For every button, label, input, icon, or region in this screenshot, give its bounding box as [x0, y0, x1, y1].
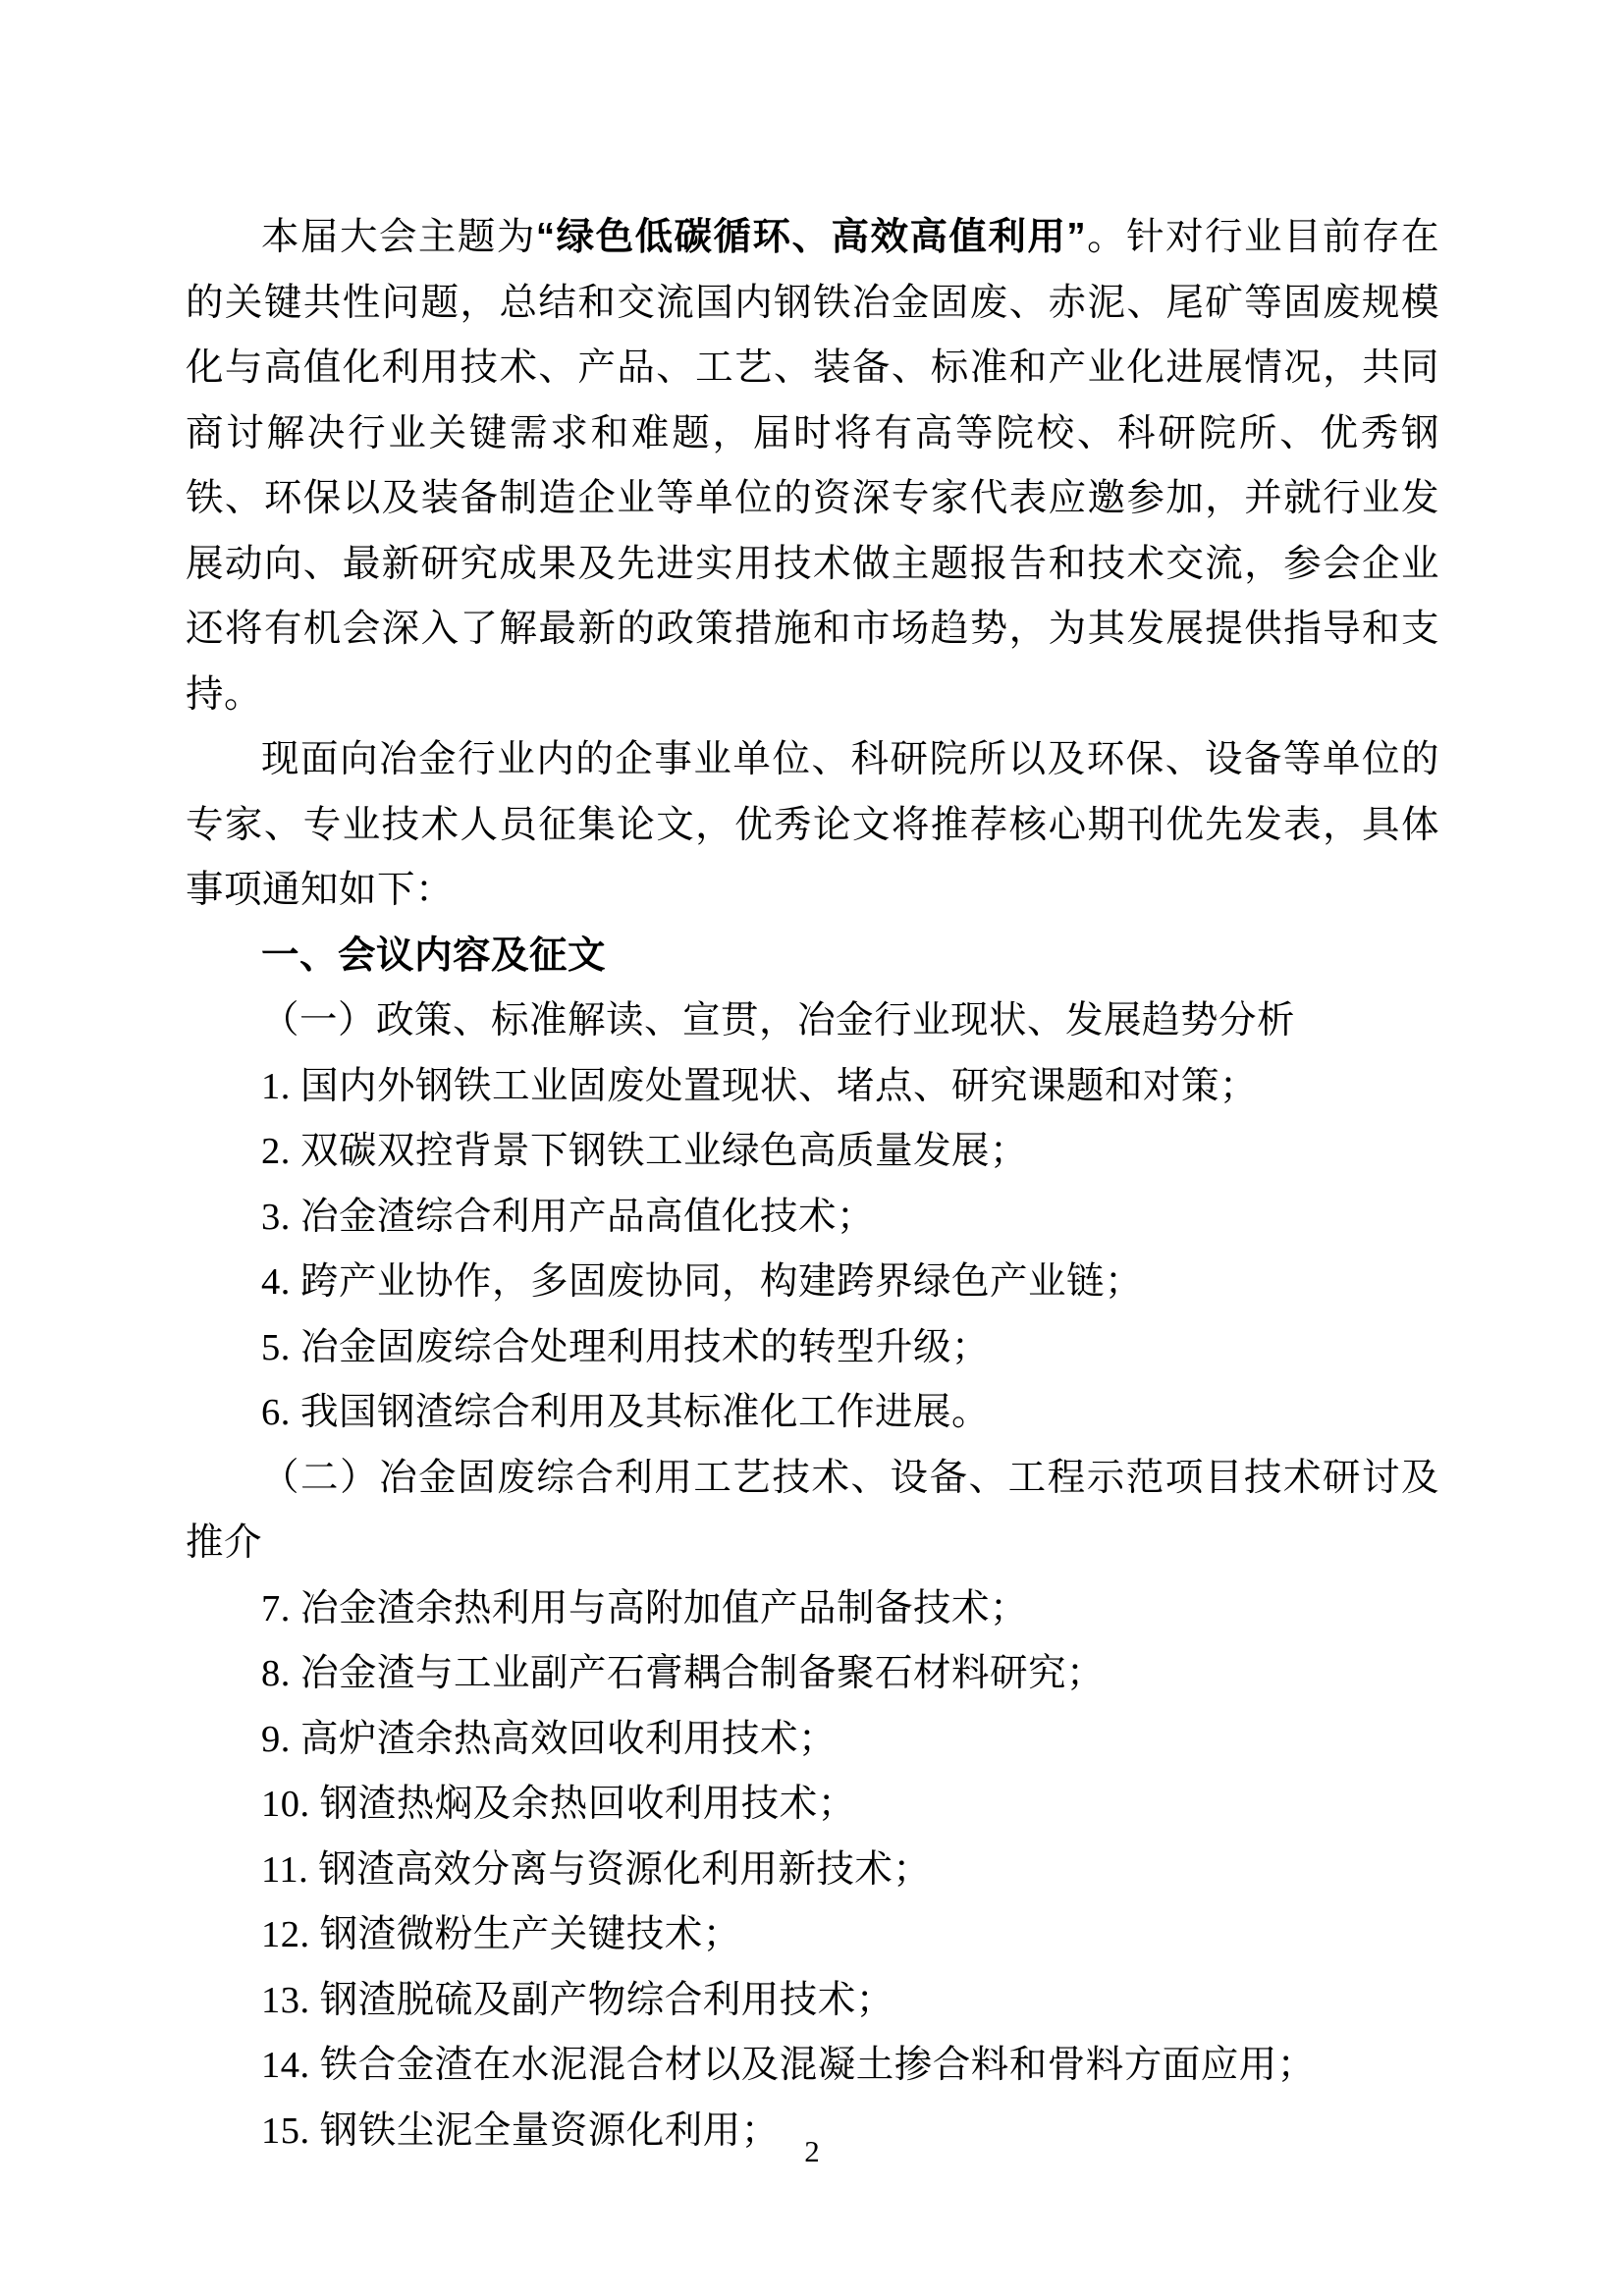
subsection-title-2: （二）冶金固废综合利用工艺技术、设备、工程示范项目技术研讨及推介	[186, 1457, 1439, 1564]
list-item-10: 10. 钢渣热焖及余热回收利用技术；	[261, 1784, 856, 1825]
paragraph-intro	[186, 205, 1439, 727]
list-item-7: 7. 冶金渣余热利用与高附加值产品制备技术；	[261, 1587, 1029, 1629]
conference-theme-text: “绿色低碳循环、高效高值利用”	[535, 216, 1087, 258]
list-item-4: 4. 跨产业协作，多固废协同，构建跨界绿色产业链；	[261, 1261, 1144, 1303]
section-heading: 一、会议内容及征文	[261, 934, 607, 977]
list-item-13: 13. 钢渣脱硫及副产物综合利用技术；	[261, 1979, 894, 2021]
subsection-title-1: （一）政策、标准解读、宣贯，冶金行业现状、发展趋势分析	[261, 1000, 1296, 1041]
list-item-14: 14. 铁合金渣在水泥混合材以及混凝土掺合料和骨料方面应用；	[261, 2045, 1316, 2086]
list-item-3: 3. 冶金渣综合利用产品高值化技术；	[261, 1196, 876, 1238]
list-item-9: 9. 高炉渣余热高效回收利用技术；	[261, 1718, 838, 1760]
list-item-1: 1. 国内外钢铁工业固废处置现状、堵点、研究课题和对策；	[261, 1065, 1259, 1107]
list-item-12: 12. 钢渣微粉生产关键技术；	[261, 1914, 741, 1955]
paragraph-call-for-papers: 现面向冶金行业内的企事业单位、科研院所以及环保、设备等单位的专家、专业技术人员征集论文，优秀论文将推荐核心期刊优先发表，具体事项通知如下：	[186, 739, 1439, 911]
list-item-5: 5. 冶金固废综合处理利用技术的转型升级；	[261, 1326, 991, 1368]
document-body	[186, 205, 1439, 2163]
list-item-8: 8. 冶金渣与工业副产石膏耦合制备聚石材料研究；	[261, 1653, 1106, 1694]
list-item-2: 2. 双碳双控背景下钢铁工业绿色高质量发展；	[261, 1131, 1029, 1172]
intro-prefix-text: 本届大会主题为	[261, 217, 536, 258]
page-number: 2	[804, 2134, 820, 2168]
list-item-15: 15. 钢铁尘泥全量资源化利用；	[261, 2109, 780, 2152]
list-item-11: 11. 钢渣高效分离与资源化利用新技术；	[261, 1848, 932, 1891]
list-item-6: 6. 我国钢渣综合利用及其标准化工作进展。	[261, 1392, 991, 1433]
intro-rest-text: 。针对行业目前存在的关键共性问题，总结和交流国内钢铁冶金固废、赤泥、尾矿等固废规模化与高值化利用技术、产品、工艺、装备、标准和产业化进展情况，共同商讨解决行业关键需求和难题，届时将有高等院校、科研院所、优秀钢铁、环保以及装备制造企业等单位的资深专家代表应邀参加，并就行业发展动向、最新研究成果及先进实用技术做主题报告和技术交流，参会企业还将有机会深入了解最新的政策措施和市场趋势，为其发展提供指导和支持。	[186, 217, 1439, 716]
